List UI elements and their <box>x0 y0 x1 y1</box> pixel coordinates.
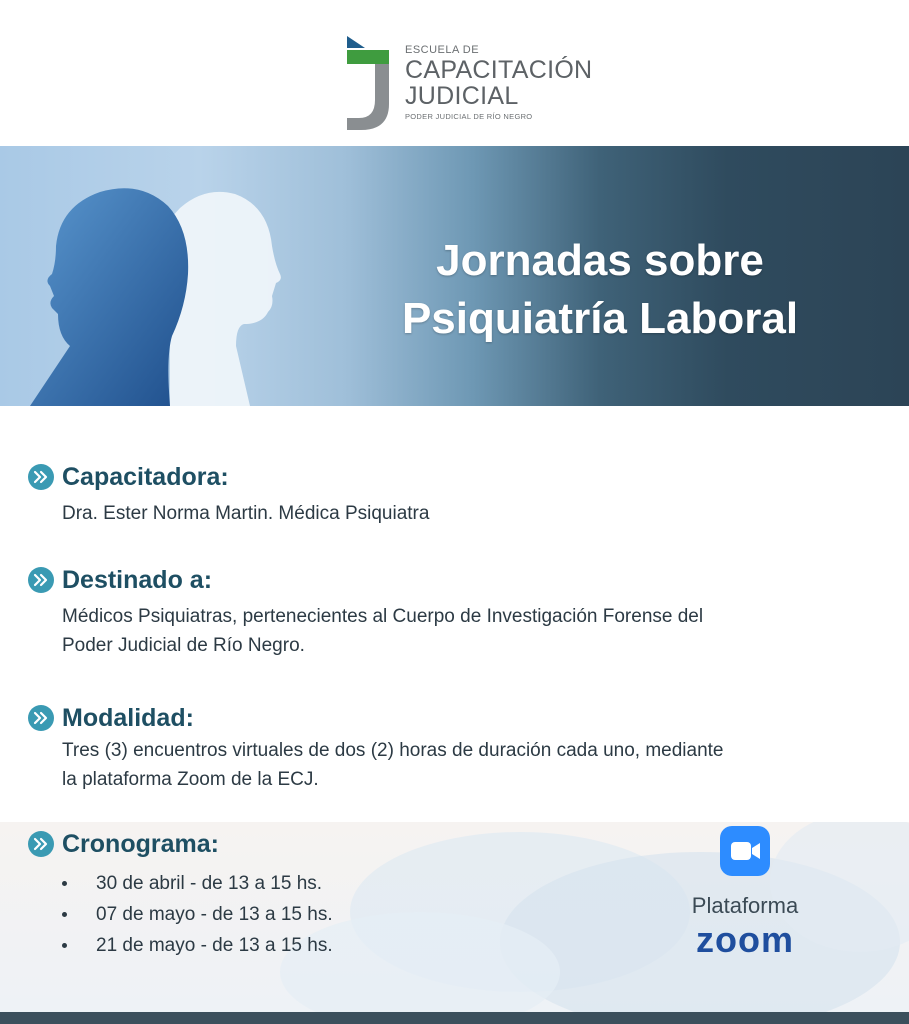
double-chevron-icon <box>28 831 54 857</box>
zoom-wordmark: zoom <box>696 919 794 960</box>
logo-line-capacitacion: CAPACITACIÓN <box>405 56 593 84</box>
logo-line-judicial: JUDICIAL <box>405 82 519 110</box>
zoom-platform-label: Plataforma <box>691 893 799 918</box>
section-modalidad <box>28 702 868 794</box>
capacitadora-text: Dra. Ester Norma Martin. Médica Psiquiatra <box>62 503 430 524</box>
section-destinado <box>28 564 868 660</box>
modalidad-text-line-1: Tres (3) encuentros virtuales de dos (2) horas de duración cada uno, mediante <box>62 740 724 761</box>
logo-mark-icon <box>345 34 391 132</box>
page-title <box>320 232 880 348</box>
title-line-2: Psiquiatría Laboral <box>401 294 799 343</box>
double-chevron-icon <box>28 705 54 731</box>
logo-line-poder-judicial: PODER JUDICIAL DE RÍO NEGRO <box>405 112 533 121</box>
modalidad-text-line-2: la plataforma Zoom de la ECJ. <box>62 769 319 790</box>
hero-banner <box>0 146 909 406</box>
zoom-platform-badge <box>660 826 830 959</box>
destinado-text-line-2: Poder Judicial de Río Negro. <box>62 635 305 656</box>
list-item: 21 de mayo - de 13 a 15 hs. <box>62 930 868 961</box>
destinado-text-line-1: Médicos Psiquiatras, pertenecientes al Cuerpo de Investigación Forense del <box>62 606 704 627</box>
section-capacitadora <box>28 461 868 528</box>
logo-line-escuela: ESCUELA DE <box>405 44 480 56</box>
destinado-heading: Destinado a: <box>62 565 213 594</box>
double-chevron-icon <box>28 464 54 490</box>
head-silhouette-icon <box>0 146 300 406</box>
double-chevron-icon <box>28 567 54 593</box>
zoom-camera-icon <box>720 826 770 876</box>
title-line-1: Jornadas sobre <box>436 236 764 285</box>
footer-bar <box>0 1012 909 1024</box>
list-item: 30 de abril - de 13 a 15 hs. <box>62 868 868 899</box>
list-item: 07 de mayo - de 13 a 15 hs. <box>62 899 868 930</box>
cronograma-heading: Cronograma: <box>62 829 219 858</box>
capacitadora-heading: Capacitadora: <box>62 462 229 491</box>
modalidad-heading: Modalidad: <box>62 703 194 732</box>
institution-logo <box>345 34 595 134</box>
